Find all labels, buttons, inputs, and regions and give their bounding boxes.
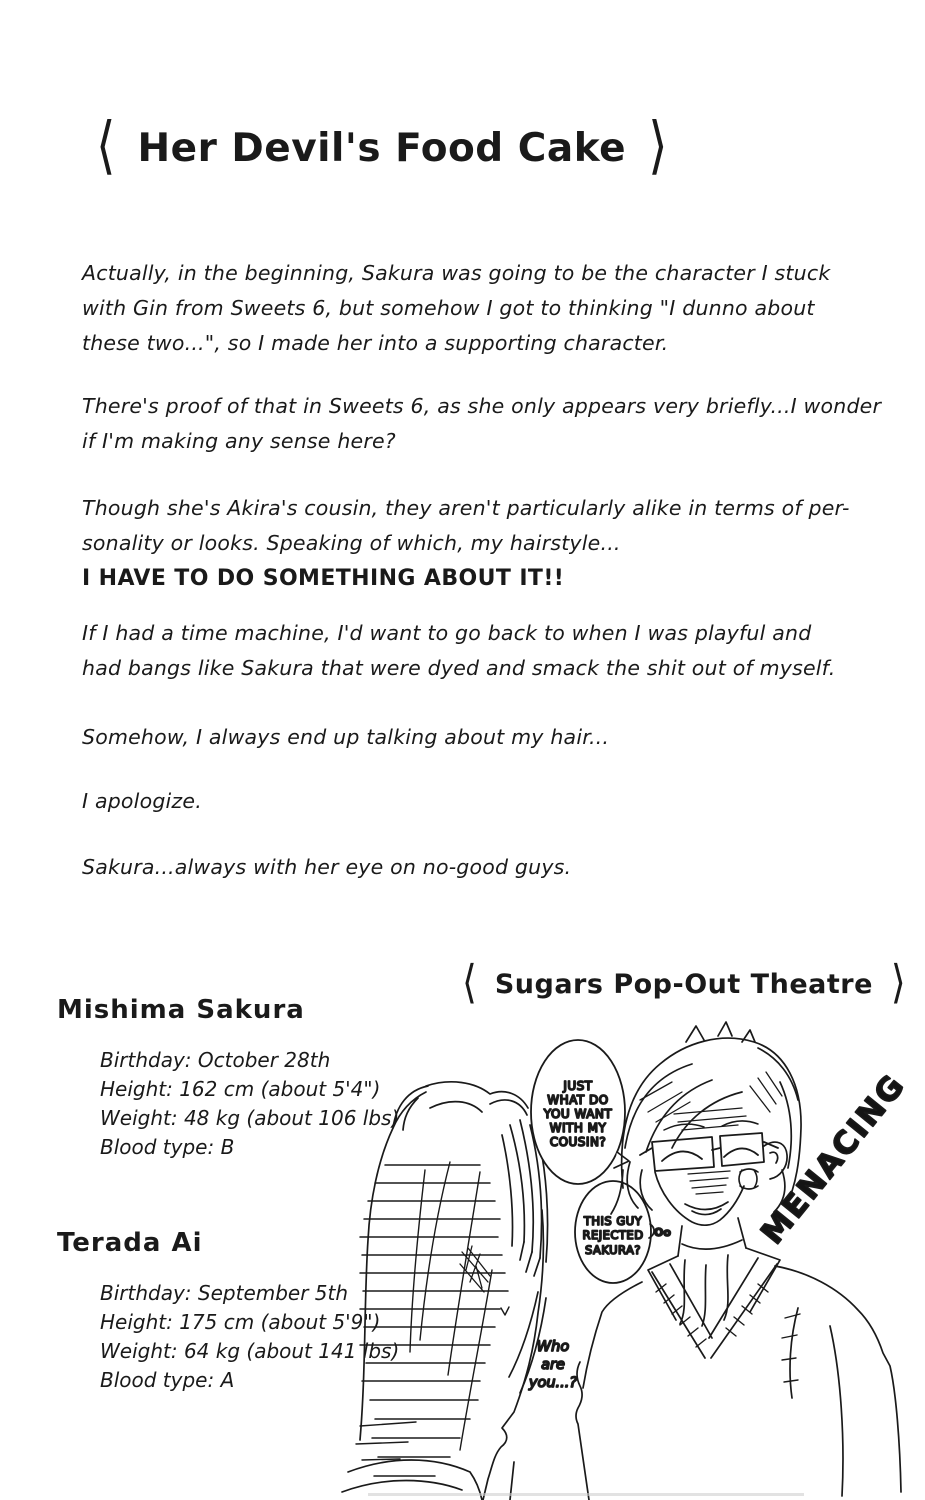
whisper-line: are [541, 1357, 565, 1373]
angle-bracket-left: ⟨ [96, 108, 116, 182]
paragraph-1 [82, 256, 882, 361]
angle-bracket-right: ⟩ [890, 955, 906, 1009]
stat-birthday: Birthday: October 28th [100, 1048, 331, 1072]
paragraph-7 [82, 850, 882, 885]
paragraph-line: sonality or looks. Speaking of which, my hairstyle... [82, 531, 621, 555]
menacing-caption: MENACING [754, 1067, 913, 1252]
stat-weight: Weight: 64 kg (about 141 lbs) [100, 1339, 400, 1363]
stat-weight: Weight: 48 kg (about 106 lbs) [100, 1106, 400, 1130]
bubble-text-line: SAKURA? [584, 1243, 642, 1257]
paragraph-line: Somehow, I always end up talking about my hair... [82, 725, 610, 749]
page-title [96, 108, 668, 182]
stat-blood-type: Blood type: B [100, 1135, 235, 1159]
paragraph-line: I apologize. [82, 789, 202, 813]
paragraph-5 [82, 720, 882, 755]
paragraph-line: these two...", so I made her into a supporting character. [82, 331, 669, 355]
theatre-header [462, 955, 906, 1009]
whisper-line: Who [536, 1339, 570, 1355]
bubble-text-line: WHAT DO [547, 1093, 609, 1107]
paragraph-line: There's proof of that in Sweets 6, as she only appears very briefly...I wonder [82, 394, 882, 418]
stat-height: Height: 162 cm (about 5'4") [100, 1077, 381, 1101]
paragraph-line: with Gin from Sweets 6, but somehow I got to thinking "I dunno about [82, 296, 815, 320]
bubble-text-line: REJECTED [582, 1228, 644, 1242]
paragraph-3 [82, 491, 882, 596]
paragraph-line: Sakura...always with her eye on no-good guys. [82, 855, 572, 879]
paragraph-4 [82, 616, 882, 686]
stat-height: Height: 175 cm (about 5'9") [100, 1310, 381, 1334]
paragraph-2 [82, 389, 882, 459]
bubble-text-line: JUST [563, 1079, 593, 1093]
speech-bubble-rejected [575, 1181, 671, 1283]
theatre-title: Sugars Pop-Out Theatre [494, 968, 873, 1000]
whisper-line: you...? [528, 1375, 578, 1391]
bubble-text-line: YOU WANT [543, 1107, 613, 1121]
paragraph-line: had bangs like Sakura that were dyed and smack the shit out of myself. [82, 656, 836, 680]
angle-bracket-left: ⟨ [462, 955, 477, 1009]
bubble-text-line: WITH MY [549, 1121, 607, 1135]
angle-bracket-right: ⟩ [648, 108, 668, 182]
bubble-text-line: THIS GUY [583, 1214, 643, 1228]
stat-blood-type: Blood type: A [100, 1368, 235, 1392]
thought-dots: Oo [654, 1226, 671, 1239]
speech-bubble-cousin [531, 1040, 629, 1184]
paragraph-6 [82, 784, 882, 819]
paragraph-line: if I'm making any sense here? [82, 429, 396, 453]
paragraph-line: Though she's Akira's cousin, they aren't particularly alike in terms of per- [82, 496, 850, 520]
character-back-of-head [342, 1082, 548, 1500]
stat-birthday: Birthday: September 5th [100, 1281, 349, 1305]
profile-name-terada-ai: Terada Ai [57, 1228, 203, 1258]
paragraph-line: If I had a time machine, I'd want to go back to when I was playful and [82, 621, 812, 645]
page-title-text: Her Devil's Food Cake [137, 125, 627, 171]
scan-artifact-line [368, 1493, 804, 1496]
paragraph-line: Actually, in the beginning, Sakura was going to be the character I stuck [82, 261, 831, 285]
bubble-text-line: COUSIN? [549, 1135, 607, 1149]
emphasized-line: I HAVE TO DO SOMETHING ABOUT IT!! [82, 566, 565, 591]
pop-out-theatre-illustration [330, 1020, 925, 1500]
profile-name-mishima-sakura: Mishima Sakura [57, 995, 305, 1025]
